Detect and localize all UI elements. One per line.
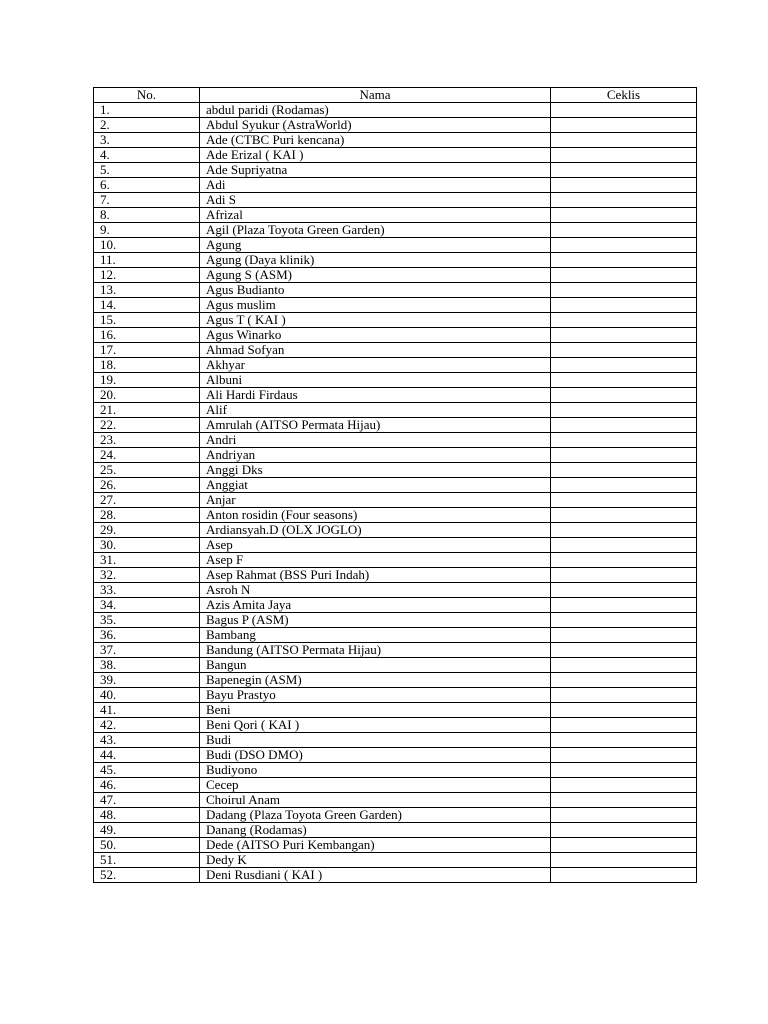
row-check-cell[interactable] (551, 733, 697, 748)
row-check-cell[interactable] (551, 298, 697, 313)
row-number: 1. (94, 103, 200, 118)
table-row (94, 568, 697, 583)
row-check-cell[interactable] (551, 448, 697, 463)
row-check-cell[interactable] (551, 838, 697, 853)
table-row (94, 448, 697, 463)
row-number: 17. (94, 343, 200, 358)
row-number: 24. (94, 448, 200, 463)
row-number: 20. (94, 388, 200, 403)
row-check-cell[interactable] (551, 328, 697, 343)
row-name: Bandung (AITSO Permata Hijau) (200, 643, 551, 658)
row-name: Deni Rusdiani ( KAI ) (200, 868, 551, 883)
row-check-cell[interactable] (551, 763, 697, 778)
row-number: 4. (94, 148, 200, 163)
row-check-cell[interactable] (551, 508, 697, 523)
row-check-cell[interactable] (551, 148, 697, 163)
row-number: 37. (94, 643, 200, 658)
row-number: 16. (94, 328, 200, 343)
table-row (94, 868, 697, 883)
table-row (94, 613, 697, 628)
row-check-cell[interactable] (551, 598, 697, 613)
row-check-cell[interactable] (551, 373, 697, 388)
row-check-cell[interactable] (551, 238, 697, 253)
row-number: 8. (94, 208, 200, 223)
row-check-cell[interactable] (551, 628, 697, 643)
row-number: 34. (94, 598, 200, 613)
table-row (94, 223, 697, 238)
row-number: 10. (94, 238, 200, 253)
table-row (94, 238, 697, 253)
table-row (94, 523, 697, 538)
row-number: 5. (94, 163, 200, 178)
table-row (94, 688, 697, 703)
row-name: Ahmad Sofyan (200, 343, 551, 358)
table-row (94, 163, 697, 178)
table-row (94, 343, 697, 358)
row-check-cell[interactable] (551, 523, 697, 538)
row-name: Bambang (200, 628, 551, 643)
row-check-cell[interactable] (551, 388, 697, 403)
row-name: Adi S (200, 193, 551, 208)
table-row (94, 118, 697, 133)
table-row (94, 418, 697, 433)
row-number: 50. (94, 838, 200, 853)
table-row (94, 763, 697, 778)
row-name: Bapenegin (ASM) (200, 673, 551, 688)
row-name: Ali Hardi Firdaus (200, 388, 551, 403)
table-row (94, 718, 697, 733)
table-row (94, 148, 697, 163)
row-name: Danang (Rodamas) (200, 823, 551, 838)
row-check-cell[interactable] (551, 133, 697, 148)
row-number: 47. (94, 793, 200, 808)
row-number: 39. (94, 673, 200, 688)
row-number: 23. (94, 433, 200, 448)
row-check-cell[interactable] (551, 688, 697, 703)
row-name: Andriyan (200, 448, 551, 463)
row-name: Agus Winarko (200, 328, 551, 343)
row-name: Amrulah (AITSO Permata Hijau) (200, 418, 551, 433)
table-row (94, 628, 697, 643)
row-check-cell[interactable] (551, 673, 697, 688)
table-row (94, 463, 697, 478)
table-row (94, 808, 697, 823)
row-name: Beni Qori ( KAI ) (200, 718, 551, 733)
row-number: 21. (94, 403, 200, 418)
row-name: Agus T ( KAI ) (200, 313, 551, 328)
row-name: Anggi Dks (200, 463, 551, 478)
table-row (94, 823, 697, 838)
row-check-cell[interactable] (551, 283, 697, 298)
row-name: Anton rosidin (Four seasons) (200, 508, 551, 523)
row-name: Alif (200, 403, 551, 418)
row-check-cell[interactable] (551, 343, 697, 358)
table-row (94, 193, 697, 208)
row-name: Anjar (200, 493, 551, 508)
row-name: Agung S (ASM) (200, 268, 551, 283)
row-check-cell[interactable] (551, 403, 697, 418)
row-number: 49. (94, 823, 200, 838)
row-number: 48. (94, 808, 200, 823)
row-number: 42. (94, 718, 200, 733)
row-name: abdul paridi (Rodamas) (200, 103, 551, 118)
row-number: 19. (94, 373, 200, 388)
row-name: Anggiat (200, 478, 551, 493)
table-header (94, 88, 697, 103)
row-name: Akhyar (200, 358, 551, 373)
row-check-cell[interactable] (551, 808, 697, 823)
table-row (94, 778, 697, 793)
table-row (94, 178, 697, 193)
row-number: 45. (94, 763, 200, 778)
row-name: Choirul Anam (200, 793, 551, 808)
table-row (94, 583, 697, 598)
row-name: Dede (AITSO Puri Kembangan) (200, 838, 551, 853)
table-row (94, 658, 697, 673)
row-number: 41. (94, 703, 200, 718)
table-row (94, 673, 697, 688)
row-number: 31. (94, 553, 200, 568)
row-check-cell[interactable] (551, 643, 697, 658)
row-name: Asep (200, 538, 551, 553)
row-check-cell[interactable] (551, 433, 697, 448)
header-name: Nama (200, 88, 551, 103)
row-check-cell[interactable] (551, 553, 697, 568)
table-row (94, 388, 697, 403)
row-name: Asroh N (200, 583, 551, 598)
table-row (94, 598, 697, 613)
row-number: 27. (94, 493, 200, 508)
row-number: 30. (94, 538, 200, 553)
row-check-cell[interactable] (551, 823, 697, 838)
row-check-cell[interactable] (551, 178, 697, 193)
row-number: 26. (94, 478, 200, 493)
row-check-cell[interactable] (551, 493, 697, 508)
table-row (94, 793, 697, 808)
row-name: Ade Supriyatna (200, 163, 551, 178)
table-row (94, 553, 697, 568)
row-number: 43. (94, 733, 200, 748)
row-number: 32. (94, 568, 200, 583)
row-check-cell[interactable] (551, 868, 697, 883)
row-name: Ade (CTBC Puri kencana) (200, 133, 551, 148)
table-row (94, 748, 697, 763)
table-row (94, 133, 697, 148)
row-name: Afrizal (200, 208, 551, 223)
row-name: Asep Rahmat (BSS Puri Indah) (200, 568, 551, 583)
table-row (94, 433, 697, 448)
row-check-cell[interactable] (551, 163, 697, 178)
row-number: 12. (94, 268, 200, 283)
row-name: Abdul Syukur (AstraWorld) (200, 118, 551, 133)
table-row (94, 283, 697, 298)
row-number: 13. (94, 283, 200, 298)
row-check-cell[interactable] (551, 253, 697, 268)
table-row (94, 643, 697, 658)
row-check-cell[interactable] (551, 268, 697, 283)
row-number: 25. (94, 463, 200, 478)
row-number: 44. (94, 748, 200, 763)
table-row (94, 838, 697, 853)
table-row (94, 853, 697, 868)
row-name: Budi (DSO DMO) (200, 748, 551, 763)
row-name: Bangun (200, 658, 551, 673)
table-row (94, 208, 697, 223)
row-check-cell[interactable] (551, 613, 697, 628)
header-check: Ceklis (551, 88, 697, 103)
row-name: Azis Amita Jaya (200, 598, 551, 613)
row-check-cell[interactable] (551, 853, 697, 868)
row-check-cell[interactable] (551, 463, 697, 478)
row-check-cell[interactable] (551, 418, 697, 433)
row-number: 18. (94, 358, 200, 373)
row-number: 36. (94, 628, 200, 643)
table-row (94, 478, 697, 493)
header-row (94, 88, 697, 103)
row-number: 52. (94, 868, 200, 883)
row-name: Agung (Daya klinik) (200, 253, 551, 268)
row-check-cell[interactable] (551, 208, 697, 223)
row-check-cell[interactable] (551, 118, 697, 133)
row-name: Agus muslim (200, 298, 551, 313)
row-check-cell[interactable] (551, 568, 697, 583)
row-check-cell[interactable] (551, 748, 697, 763)
row-name: Andri (200, 433, 551, 448)
table-body (94, 103, 697, 883)
row-name: Agil (Plaza Toyota Green Garden) (200, 223, 551, 238)
row-name: Adi (200, 178, 551, 193)
header-no: No. (94, 88, 200, 103)
row-check-cell[interactable] (551, 658, 697, 673)
row-check-cell[interactable] (551, 358, 697, 373)
row-name: Cecep (200, 778, 551, 793)
row-number: 35. (94, 613, 200, 628)
row-name: Agus Budianto (200, 283, 551, 298)
table-row (94, 298, 697, 313)
row-check-cell[interactable] (551, 478, 697, 493)
row-number: 6. (94, 178, 200, 193)
row-check-cell[interactable] (551, 103, 697, 118)
row-name: Ardiansyah.D (OLX JOGLO) (200, 523, 551, 538)
row-number: 14. (94, 298, 200, 313)
row-number: 46. (94, 778, 200, 793)
table-row (94, 493, 697, 508)
row-number: 38. (94, 658, 200, 673)
row-check-cell[interactable] (551, 793, 697, 808)
row-check-cell[interactable] (551, 223, 697, 238)
row-check-cell[interactable] (551, 538, 697, 553)
row-check-cell[interactable] (551, 703, 697, 718)
row-name: Albuni (200, 373, 551, 388)
row-name: Ade Erizal ( KAI ) (200, 148, 551, 163)
row-name: Budi (200, 733, 551, 748)
attendance-checklist-table (93, 87, 697, 883)
table-row (94, 253, 697, 268)
table-row (94, 328, 697, 343)
table-row (94, 538, 697, 553)
row-check-cell[interactable] (551, 778, 697, 793)
table-row (94, 103, 697, 118)
row-number: 28. (94, 508, 200, 523)
row-name: Bagus P (ASM) (200, 613, 551, 628)
row-name: Budiyono (200, 763, 551, 778)
row-number: 3. (94, 133, 200, 148)
table-row (94, 268, 697, 283)
row-name: Dedy K (200, 853, 551, 868)
row-number: 51. (94, 853, 200, 868)
row-name: Agung (200, 238, 551, 253)
table-row (94, 733, 697, 748)
row-number: 11. (94, 253, 200, 268)
row-check-cell[interactable] (551, 718, 697, 733)
row-number: 29. (94, 523, 200, 538)
table-row (94, 508, 697, 523)
row-number: 15. (94, 313, 200, 328)
row-check-cell[interactable] (551, 583, 697, 598)
row-number: 22. (94, 418, 200, 433)
row-number: 7. (94, 193, 200, 208)
row-check-cell[interactable] (551, 313, 697, 328)
table-row (94, 313, 697, 328)
table-row (94, 703, 697, 718)
table-row (94, 358, 697, 373)
row-name: Asep F (200, 553, 551, 568)
row-name: Dadang (Plaza Toyota Green Garden) (200, 808, 551, 823)
row-name: Beni (200, 703, 551, 718)
row-number: 2. (94, 118, 200, 133)
row-number: 40. (94, 688, 200, 703)
table-row (94, 403, 697, 418)
row-number: 33. (94, 583, 200, 598)
table-row (94, 373, 697, 388)
row-name: Bayu Prastyo (200, 688, 551, 703)
row-number: 9. (94, 223, 200, 238)
row-check-cell[interactable] (551, 193, 697, 208)
